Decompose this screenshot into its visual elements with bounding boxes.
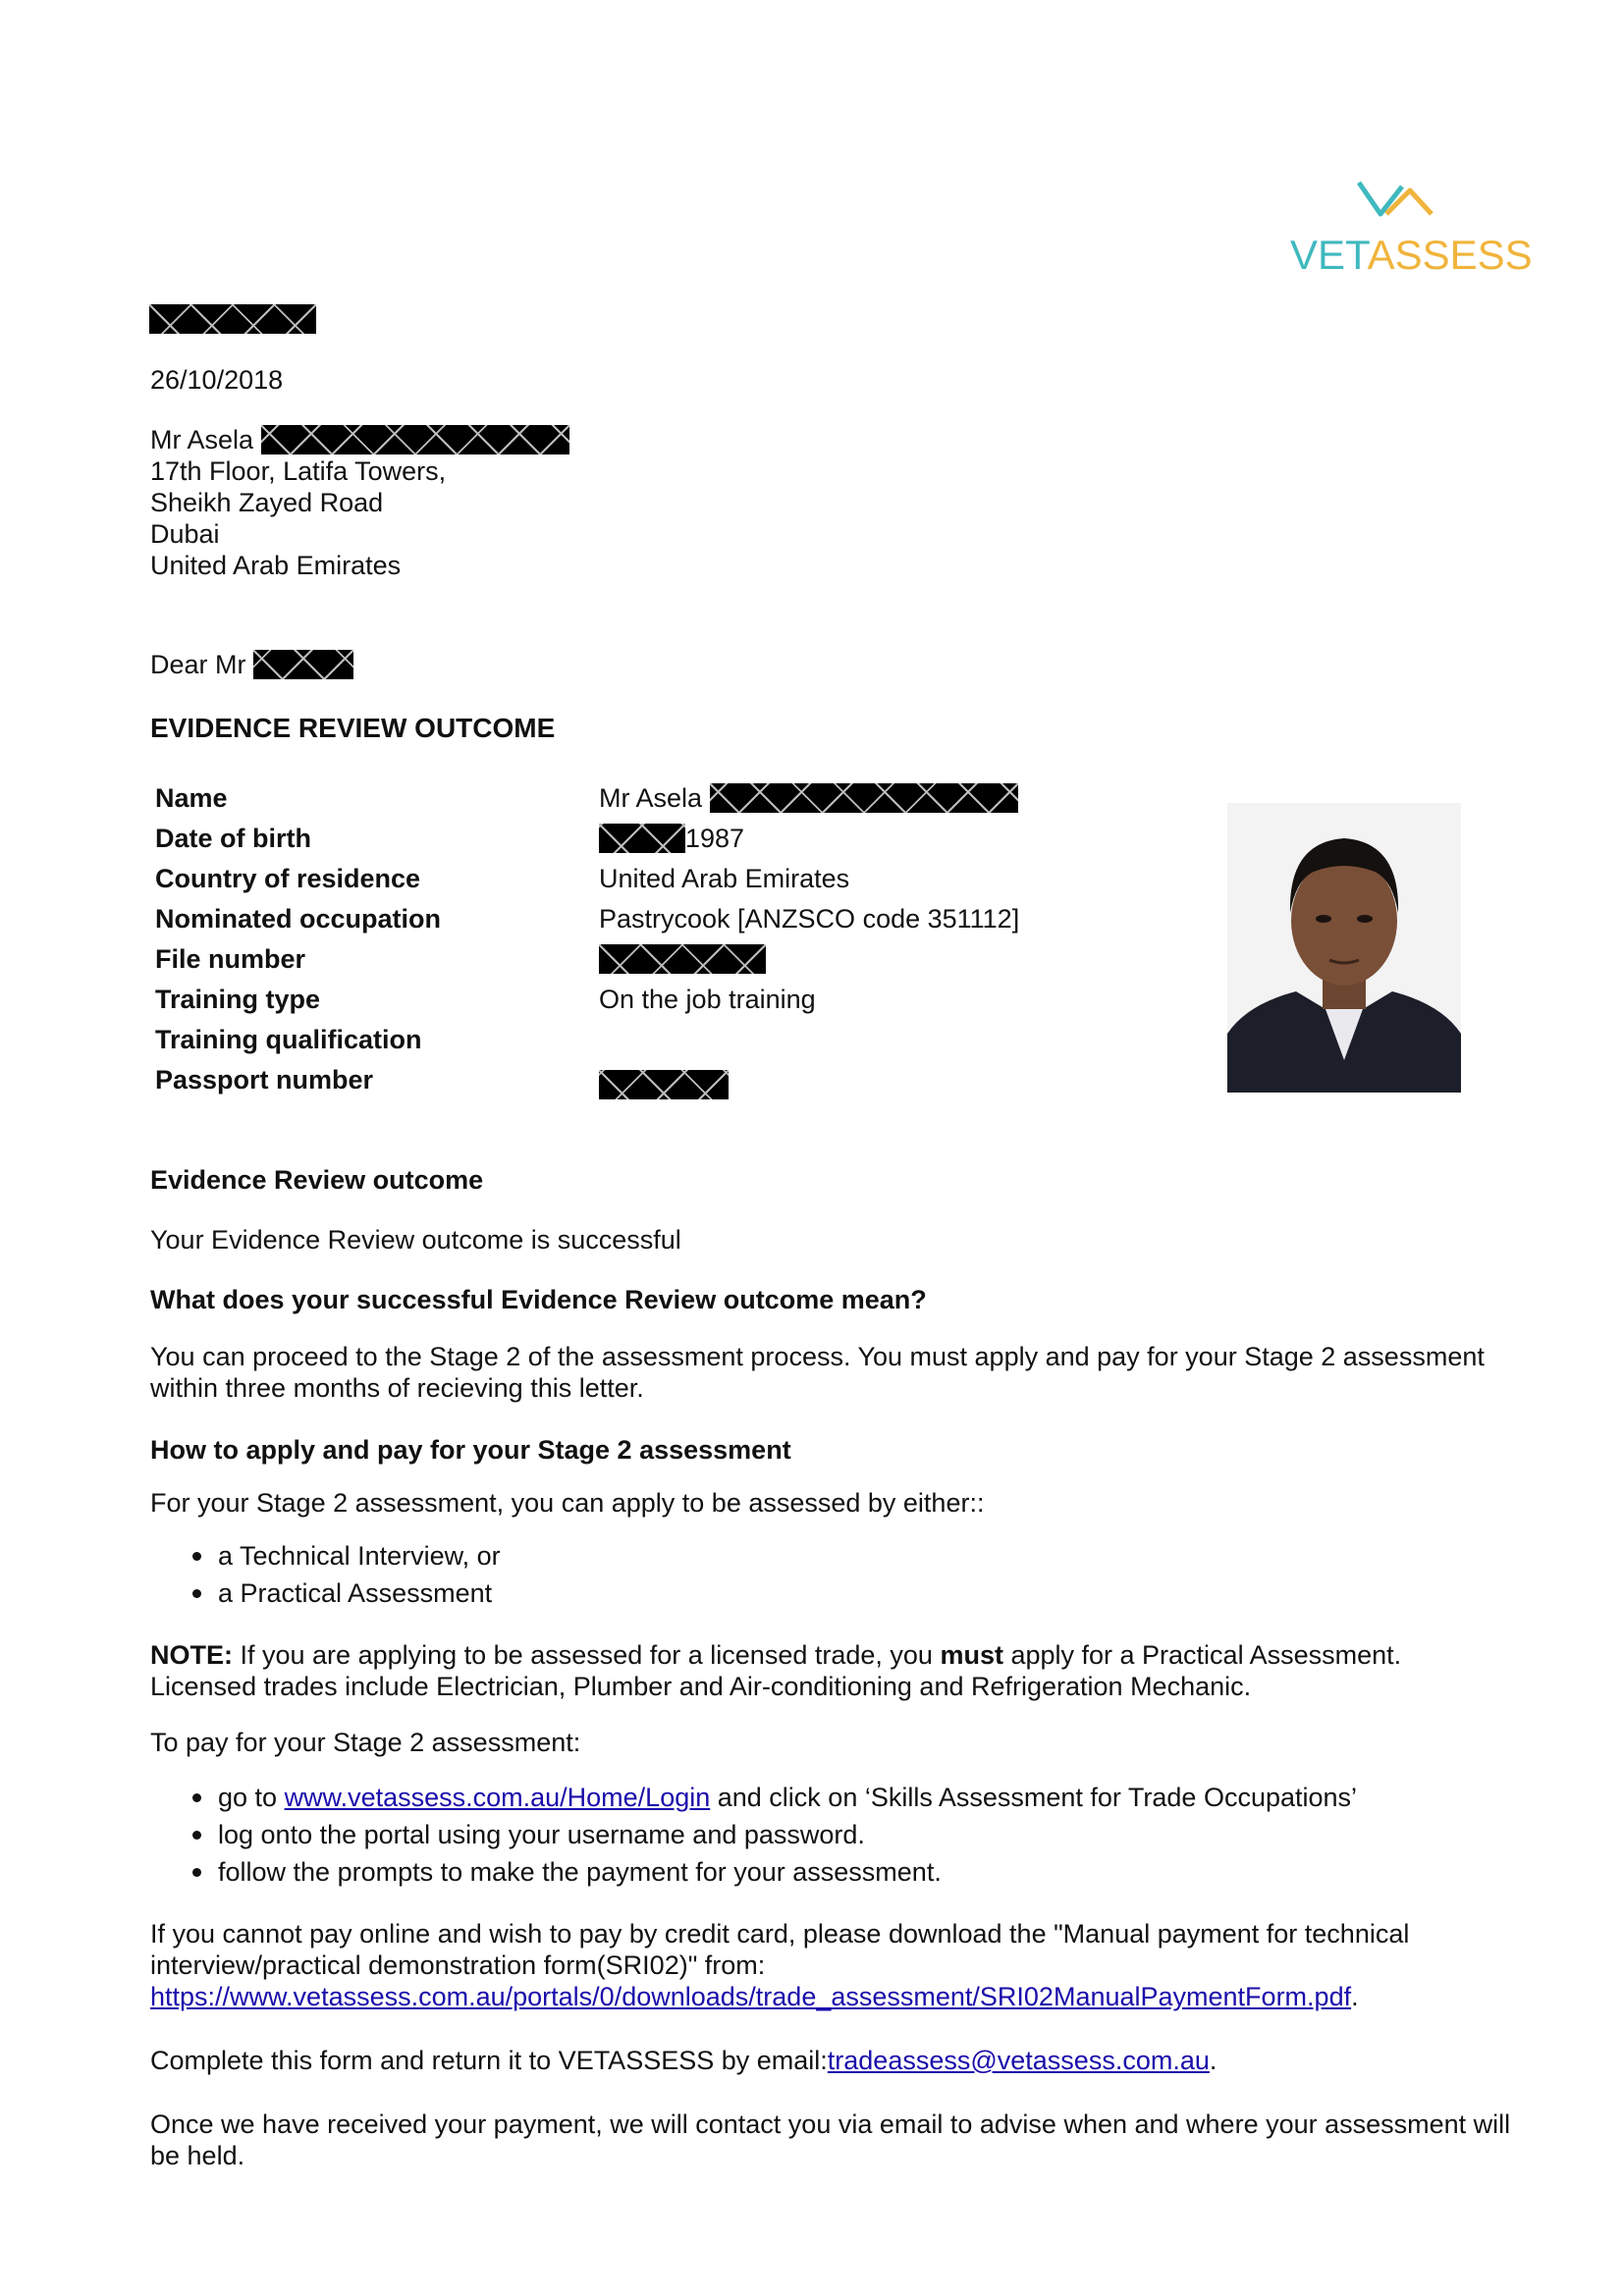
label-name: Name	[155, 783, 228, 813]
label-dob: Date of birth	[155, 824, 311, 853]
value-file	[599, 944, 766, 975]
address-block	[150, 424, 569, 581]
note-paragraph	[150, 1639, 1401, 1702]
pay-steps-list	[155, 1779, 1357, 1891]
final-line1: Once we have received your payment, we will contact you via email to advise when and where your assessment will	[150, 2109, 1511, 2139]
value-dob-redaction	[599, 824, 685, 853]
pay-intro: To pay for your Stage 2 assessment:	[150, 1728, 581, 1757]
step1-text-b: and click on ‘Skills Assessment for Trade Occupations’	[710, 1783, 1358, 1812]
outcome-title: Evidence Review outcome	[150, 1165, 484, 1195]
trade-assess-email-link[interactable]: tradeassess@vetassess.com.au	[827, 2046, 1210, 2075]
manual-line2: interview/practical demonstration form(SRI02)" from:	[150, 1950, 766, 1980]
apply-title: How to apply and pay for your Stage 2 assessment	[150, 1435, 791, 1465]
address-line4: United Arab Emirates	[150, 551, 402, 580]
salutation	[150, 650, 353, 680]
label-file: File number	[155, 944, 306, 974]
outcome-meaning-line1: You can proceed to the Stage 2 of the assessment process. You must apply and pay for your Stage 2 assessment	[150, 1342, 1485, 1371]
value-name-redaction	[710, 783, 1018, 813]
label-occupation: Nominated occupation	[155, 904, 442, 934]
apply-options-list	[155, 1537, 501, 1612]
value-dob-text: 1987	[685, 824, 745, 853]
value-name	[599, 783, 1018, 814]
outcome-meaning-question: What does your successful Evidence Review outcome mean?	[150, 1285, 927, 1314]
address-name: Mr Asela	[150, 425, 254, 454]
value-country: United Arab Emirates	[599, 864, 850, 893]
label-passport: Passport number	[155, 1065, 374, 1095]
note-label: NOTE:	[150, 1640, 233, 1670]
value-passport	[599, 1070, 729, 1100]
outcome-meaning-line2: within three months of recieving this letter.	[150, 1373, 644, 1403]
vetassess-logo	[1288, 177, 1533, 285]
manual-payment-paragraph	[150, 1918, 1409, 2012]
address-line3: Dubai	[150, 519, 220, 549]
return-text: Complete this form and return it to VETASSESS by email:	[150, 2046, 828, 2075]
reference-redaction	[149, 304, 316, 334]
value-dob	[599, 824, 744, 854]
note-text-b: apply for a Practical Assessment.	[1002, 1640, 1402, 1670]
manual-period: .	[1351, 1982, 1359, 2011]
login-link[interactable]: www.vetassess.com.au/Home/Login	[284, 1783, 711, 1812]
logo-text-assess: ASSESS	[1367, 232, 1533, 278]
letter-date: 26/10/2018	[150, 365, 284, 395]
list-item: log onto the portal using your username and password.	[155, 1816, 1357, 1853]
list-item: a Technical Interview, or	[155, 1537, 501, 1575]
final-paragraph	[150, 2109, 1510, 2171]
list-item: a Practical Assessment	[155, 1575, 501, 1612]
outcome-text: Your Evidence Review outcome is successful	[150, 1225, 681, 1255]
salutation-redaction	[253, 650, 353, 679]
address-line2: Sheikh Zayed Road	[150, 488, 384, 517]
label-training-qualification: Training qualification	[155, 1025, 422, 1054]
step1-text-a: go to	[218, 1783, 285, 1812]
manual-line1: If you cannot pay online and wish to pay by credit card, please download the "Manual payment for technical	[150, 1919, 1410, 1949]
surname-redaction	[261, 425, 569, 454]
value-file-redaction	[599, 944, 766, 974]
label-training-type: Training type	[155, 985, 321, 1014]
applicant-photo	[1227, 803, 1461, 1093]
logo-text-vet: VET	[1290, 232, 1368, 278]
list-item: follow the prompts to make the payment for your assessment.	[155, 1853, 1357, 1891]
logo-mark-icon	[1288, 177, 1504, 236]
applicant-photo-image	[1227, 803, 1461, 1093]
final-line2: be held.	[150, 2141, 245, 2170]
note-must: must	[940, 1640, 1003, 1670]
note-text-a: If you are applying to be assessed for a licensed trade, you	[233, 1640, 941, 1670]
return-form-paragraph	[150, 2046, 1217, 2076]
value-training-type: On the job training	[599, 985, 816, 1014]
return-period: .	[1209, 2046, 1217, 2075]
apply-intro: For your Stage 2 assessment, you can apply to be assessed by either::	[150, 1488, 985, 1518]
manual-payment-form-link[interactable]: https://www.vetassess.com.au/portals/0/downloads/trade_assessment/SRI02ManualPaymentForm.pdf	[150, 1982, 1352, 2011]
note-line2: Licensed trades include Electrician, Plumber and Air-conditioning and Refrigeration Mechanic.	[150, 1672, 1252, 1701]
outcome-meaning-paragraph	[150, 1341, 1485, 1404]
value-occupation: Pastrycook [ANZSCO code 351112]	[599, 904, 1020, 934]
salutation-text: Dear Mr	[150, 650, 246, 679]
value-passport-redaction	[599, 1070, 729, 1099]
value-name-text: Mr Asela	[599, 783, 703, 813]
address-line1: 17th Floor, Latifa Towers,	[150, 456, 447, 486]
page-title: EVIDENCE REVIEW OUTCOME	[150, 713, 556, 743]
list-item	[155, 1779, 1357, 1816]
label-country: Country of residence	[155, 864, 421, 893]
